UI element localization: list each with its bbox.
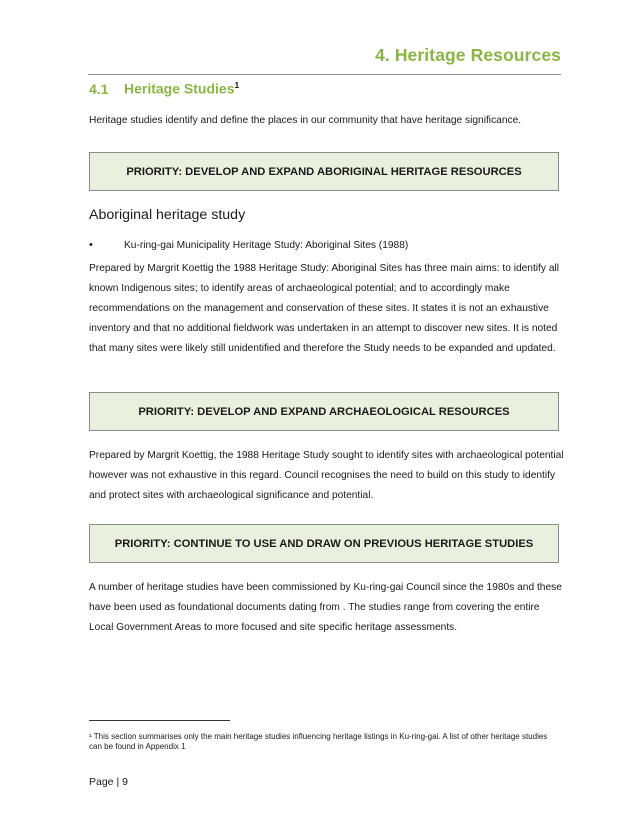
section-number: 4.1: [89, 80, 109, 97]
priority-box-previous-studies: PRIORITY: CONTINUE TO USE AND DRAW ON PREVIOUS HERITAGE STUDIES: [89, 524, 559, 563]
footnote: ¹ This section summarises only the main heritage studies influencing heritage listings in Ku-ring-gai. A list of other heritage studies can be found in Appendix 1: [89, 732, 548, 751]
previous-studies-paragraph: A number of heritage studies have been commissioned by Ku-ring-gai Council since the 1980s and these have been used as foundational documents dating from . The studies range from covering the entire Local Government Areas to more focused and site specific heritage assessments.: [89, 582, 562, 633]
bullet-text: Ku-ring-gai Municipality Heritage Study: Aboriginal Sites (1988): [124, 240, 409, 251]
aboriginal-study-paragraph: Prepared by Margrit Koettig the 1988 Heritage Study: Aboriginal Sites has three main aims: to identify all known Indigenous sites; to identify areas of archaeological potential; and to accordingly make recommendations on the management and conservation of these sites. It states it is not an exhaustive inventory and that no additional fieldwork was undertaken in an attempt to discover new sites. It is noted that many sites were likely still unidentified and therefore the Study needs to be expanded and updated.: [89, 263, 560, 354]
header-divider: [88, 74, 561, 75]
bullet-icon: •: [89, 239, 93, 251]
intro-paragraph: Heritage studies identify and define the places in our community that have heritage significance.: [89, 115, 522, 126]
section-heading: [89, 80, 239, 97]
priority-box-archaeological: PRIORITY: DEVELOP AND EXPAND ARCHAEOLOGICAL RESOURCES: [89, 392, 559, 431]
archaeological-paragraph: Prepared by Margrit Koettig, the 1988 Heritage Study sought to identify sites with archaeological potential however was not exhaustive in this regard. Council recognises the need to build on this study to identify and protect sites with archaeological significance and potential.: [89, 450, 564, 501]
footnote-divider: [89, 720, 230, 721]
chapter-title: 4. Heritage Resources: [375, 45, 561, 65]
footnote-reference[interactable]: 1: [234, 80, 240, 90]
page-number: Page | 9: [89, 776, 128, 788]
subheading-aboriginal-study: Aboriginal heritage study: [89, 207, 246, 223]
section-title: Heritage Studies: [124, 80, 235, 97]
priority-box-aboriginal: PRIORITY: DEVELOP AND EXPAND ABORIGINAL HERITAGE RESOURCES: [89, 152, 559, 191]
